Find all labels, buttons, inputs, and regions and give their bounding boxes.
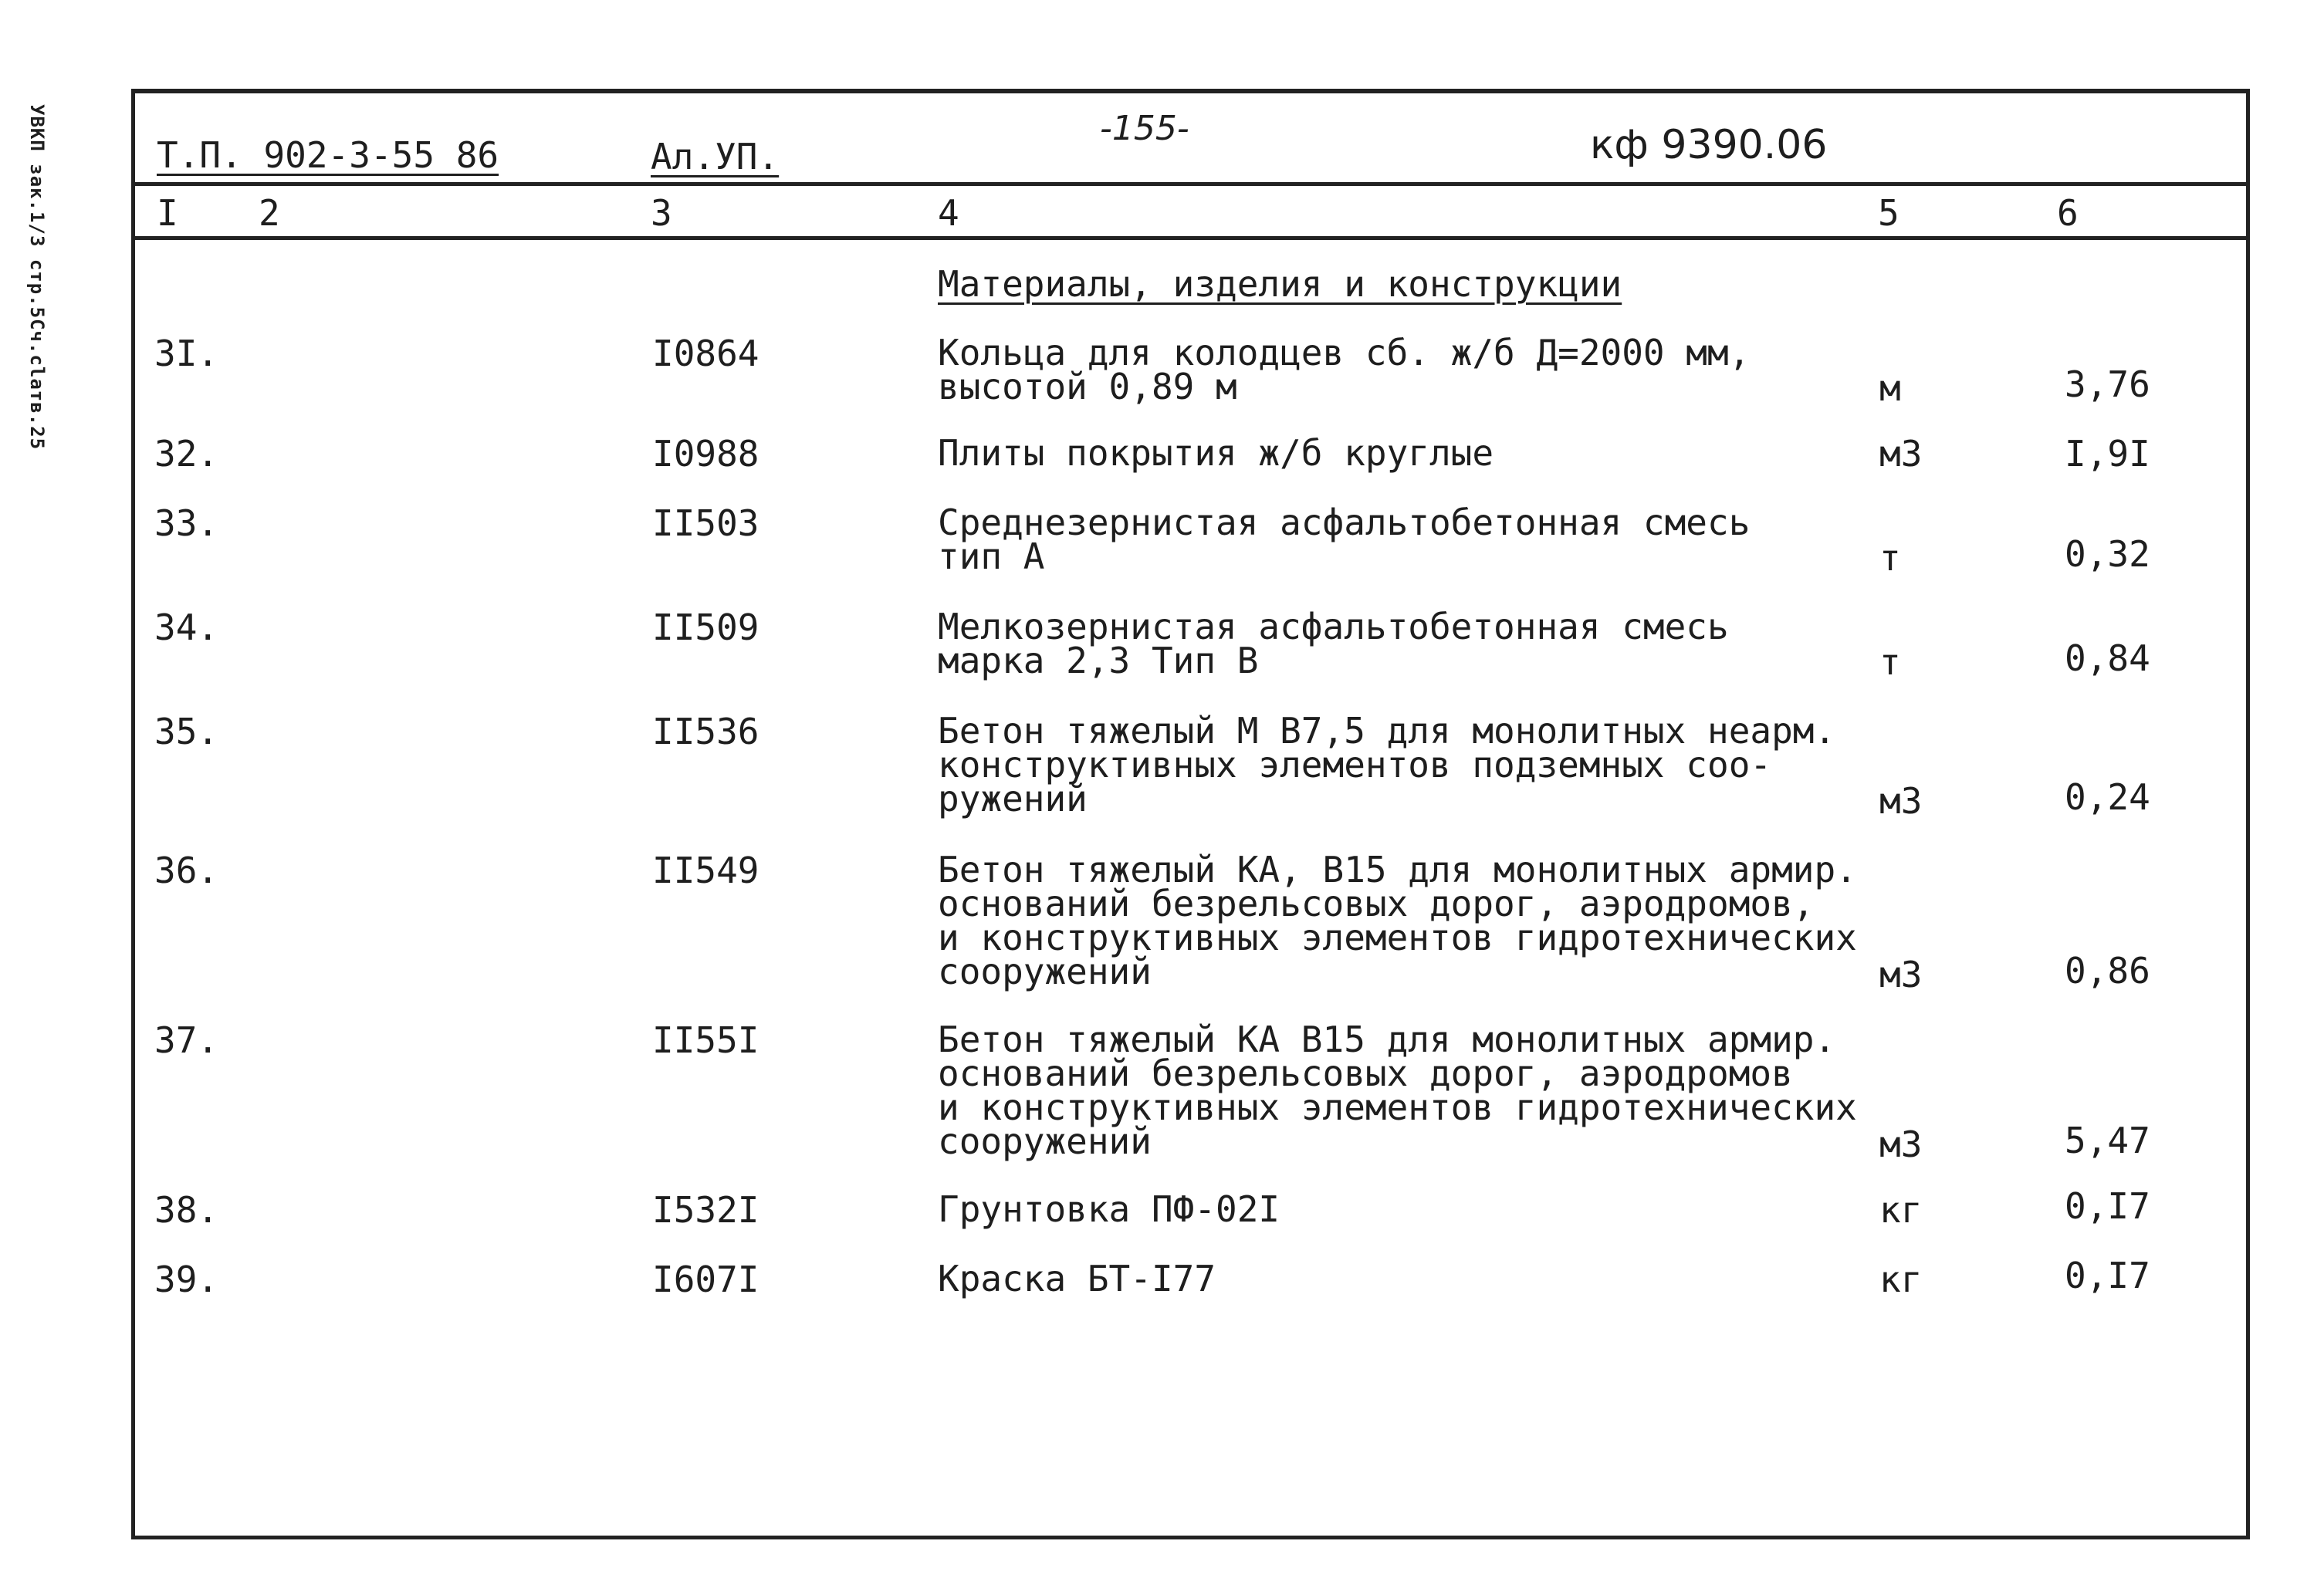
row-description: Краска БТ-I77 — [938, 1258, 1216, 1299]
column-number: 3 — [651, 192, 672, 234]
row-quantity: 0,86 — [2065, 950, 2150, 992]
column-number: 4 — [938, 192, 959, 234]
document-code: кф 9390.06 — [1590, 122, 1828, 168]
row-unit: м3 — [1879, 433, 1923, 475]
row-unit: м3 — [1879, 1124, 1923, 1165]
column-number: 2 — [259, 192, 280, 234]
row-description: Плиты покрытия ж/б круглые — [938, 432, 1494, 474]
column-numbers-divider — [135, 236, 2246, 240]
column-number: I — [157, 192, 178, 234]
column-number: 6 — [2057, 192, 2079, 234]
row-code: I0864 — [652, 333, 759, 374]
row-code: I0988 — [652, 433, 759, 475]
row-code: II536 — [652, 711, 759, 752]
row-code: II509 — [652, 607, 759, 648]
side-stamp: УВКП зак.1/3 стр.5Сч.сlатв.25 — [26, 104, 48, 451]
row-unit: м3 — [1879, 780, 1923, 822]
row-unit: т — [1879, 641, 1901, 683]
section-title: Материалы, изделия и конструкции — [938, 263, 1622, 305]
row-unit: т — [1879, 537, 1901, 579]
album-number: Ал.УП. — [651, 136, 780, 177]
row-number: 38. — [154, 1189, 219, 1231]
row-quantity: 3,76 — [2065, 363, 2150, 405]
row-description: Кольца для колодцев сб. ж/б Д=2000 мм, высотой 0,89 м — [938, 332, 1751, 407]
row-code: II549 — [652, 850, 759, 891]
row-quantity: I,9I — [2065, 433, 2150, 475]
row-code: II55I — [652, 1019, 759, 1061]
row-number: 36. — [154, 850, 219, 891]
row-number: 37. — [154, 1019, 219, 1061]
row-quantity: 5,47 — [2065, 1120, 2150, 1161]
row-unit: м — [1879, 367, 1901, 409]
row-code: I607I — [652, 1259, 759, 1300]
row-description: Бетон тяжелый М В7,5 для монолитных неарм. конструктивных элементов подземных соо- ружений — [938, 710, 1836, 819]
header-divider — [135, 182, 2246, 186]
row-unit: кг — [1879, 1259, 1923, 1300]
row-number: 39. — [154, 1259, 219, 1300]
row-description: Мелкозернистая асфальтобетонная смесь марка 2,3 Тип В — [938, 606, 1729, 681]
row-unit: кг — [1879, 1189, 1923, 1231]
row-code: II503 — [652, 502, 759, 544]
row-number: 3I. — [154, 333, 219, 374]
row-quantity: 0,32 — [2065, 533, 2150, 575]
row-description: Среднезернистая асфальтобетонная смесь тип А — [938, 502, 1751, 577]
row-code: I532I — [652, 1189, 759, 1231]
row-description: Грунтовка ПФ-02I — [938, 1188, 1280, 1230]
row-description: Бетон тяжелый КА, В15 для монолитных армир. оснований безрельсовых дорог, аэродромов, и конструктивных элементов гидротехнических сооружений — [938, 849, 1857, 992]
column-number: 5 — [1878, 192, 1899, 234]
page-number: -155- — [1100, 109, 1189, 148]
row-number: 33. — [154, 502, 219, 544]
row-unit: м3 — [1879, 954, 1923, 995]
row-number: 32. — [154, 433, 219, 475]
row-quantity: 0,I7 — [2065, 1185, 2150, 1227]
row-quantity: 0,I7 — [2065, 1255, 2150, 1296]
row-number: 35. — [154, 711, 219, 752]
project-number: Т.П. 902-3-55 86 — [157, 134, 499, 176]
row-number: 34. — [154, 607, 219, 648]
row-quantity: 0,84 — [2065, 637, 2150, 679]
row-quantity: 0,24 — [2065, 776, 2150, 818]
row-description: Бетон тяжелый КА В15 для монолитных армир. оснований безрельсовых дорог, аэродромов и конструктивных элементов гидротехнических сооружений — [938, 1019, 1857, 1162]
